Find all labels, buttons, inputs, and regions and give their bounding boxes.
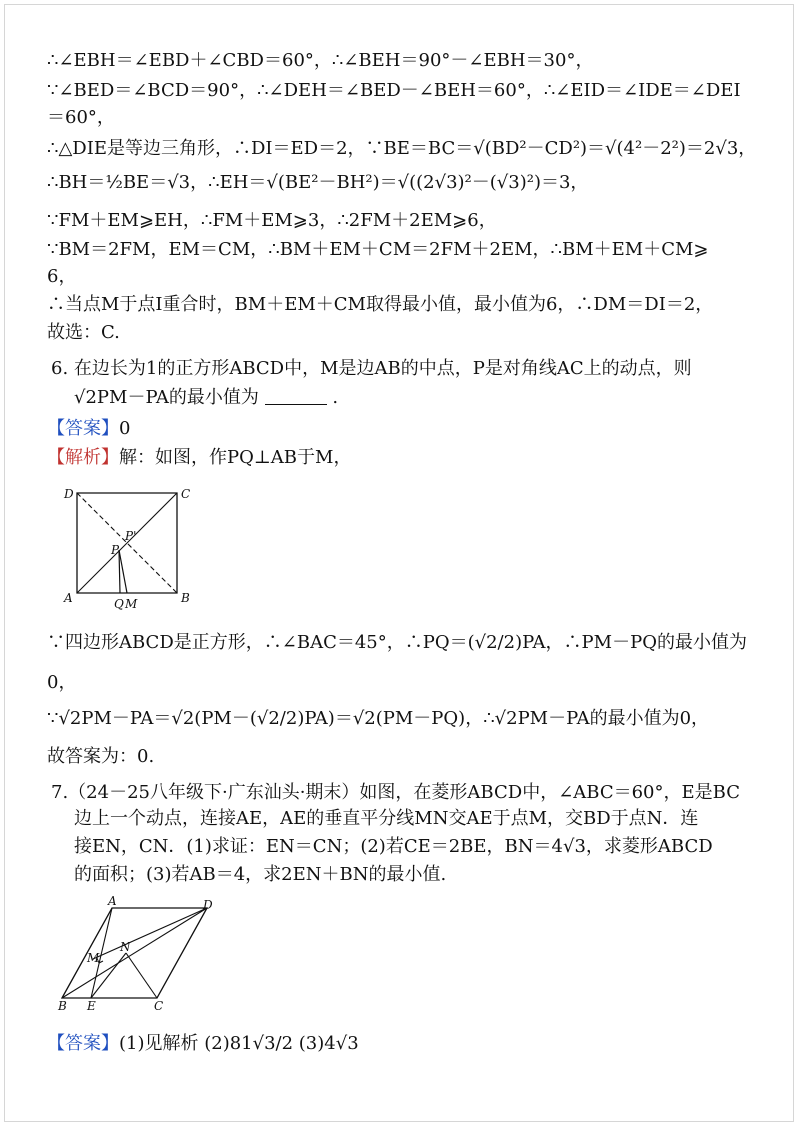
rhombus-figure: [51, 895, 226, 1015]
text-line: ∴△DIE是等边三角形，∴DI＝ED＝2，∵BE＝BC＝√(BD²－CD²)＝√(4²－2²)＝2√3，: [47, 138, 757, 159]
answer-line: [47, 1031, 359, 1056]
analysis-line: [47, 445, 351, 470]
answer-value: (1)见解析 (2)81√3/2 (3)4√3: [119, 1033, 359, 1054]
solution-line: ∵四边形ABCD是正方形，∴∠BAC＝45°，∴PQ＝(√2/2)PA，∴PM－PQ的最小值为: [47, 632, 747, 653]
text-line: ∴当点M于点I重合时，BM＋EM＋CM取得最小值，最小值为6，∴DM＝DI＝2，: [47, 294, 714, 315]
segment-cn: [126, 953, 157, 998]
label-e: E: [87, 999, 96, 1013]
text-line: ∵FM＋EM⩾EH，∴FM＋EM⩾3，∴2FM＋2EM⩾6，: [47, 210, 497, 231]
label-c: C: [154, 999, 164, 1013]
text-line: 故选：C.: [47, 322, 120, 343]
answer-blank: [265, 386, 327, 405]
text-line: ∴BH＝½BE＝√3，∴EH＝√(BE²－BH²)＝√((2√3)²－(√3)²)＝3，: [47, 172, 589, 193]
answer-value: 0: [119, 418, 131, 439]
square-figure: [55, 482, 205, 610]
label-b: B: [181, 591, 190, 605]
question-6-text: 6. 在边长为1的正方形ABCD中，M是边AB的中点，P是对角线AC上的动点，则: [51, 358, 692, 379]
text-line: ∵BM＝2FM，EM＝CM，∴BM＋EM＋CM＝2FM＋2EM，∴BM＋EM＋CM⩾: [47, 239, 709, 260]
solution-line: 故答案为：0.: [47, 746, 155, 767]
document-page: [4, 4, 794, 1122]
label-b: B: [58, 999, 67, 1013]
answer-tag: 【答案】: [47, 418, 119, 438]
label-m: M: [125, 597, 138, 610]
diagonal-bd: [62, 908, 207, 998]
question-7-text-cont: 的面积；(3)若AB＝4，求2EN＋BN的最小值.: [74, 864, 447, 885]
label-d: D: [64, 487, 74, 501]
period: .: [332, 387, 339, 408]
text-line: ∴∠EBH＝∠EBD＋∠CBD＝60°，∴∠BEH＝90°－∠EBH＝30°，: [47, 50, 594, 71]
label-p: P: [111, 543, 120, 557]
text-line: ＝60°，: [47, 107, 115, 128]
label-a: A: [64, 591, 73, 605]
question-7-text-cont: 边上一个动点，连接AE，AE的垂直平分线MN交AE于点M，交BD于点N．连: [74, 808, 699, 829]
solution-line: ∵√2PM－PA＝√2(PM－(√2/2)PA)＝√2(PM－PQ)，∴√2PM－PA的最小值为0，: [47, 708, 710, 729]
label-m: M: [87, 951, 100, 965]
question-7-text-cont: 接EN，CN．(1)求证：EN＝CN；(2)若CE＝2BE，BN＝4√3，求菱形ABCD: [74, 836, 713, 857]
label-a: A: [108, 895, 117, 908]
answer-tag: 【答案】: [47, 1033, 119, 1053]
text-line: 6，: [47, 266, 77, 287]
label-d: D: [203, 898, 213, 912]
question-6-text-cont: [74, 386, 338, 410]
text-line: ∵∠BED＝∠BCD＝90°，∴∠DEH＝∠BED－∠BEH＝60°，∴∠EID＝∠IDE＝∠DEI: [47, 80, 741, 101]
label-n: N: [120, 940, 131, 954]
solution-line: 0，: [47, 672, 77, 693]
question-6-expression: √2PM－PA的最小值为: [74, 387, 259, 408]
answer-line: [47, 416, 130, 441]
label-p-prime: P': [125, 529, 137, 543]
label-c: C: [181, 487, 191, 501]
question-7-text: 7.（24－25八年级下·广东汕头·期末）如图，在菱形ABCD中，∠ABC＝60°，E是BC: [51, 782, 740, 803]
label-q: Q: [114, 597, 124, 610]
analysis-tag: 【解析】: [47, 447, 119, 467]
analysis-text: 解：如图，作PQ⊥AB于M，: [119, 447, 352, 468]
